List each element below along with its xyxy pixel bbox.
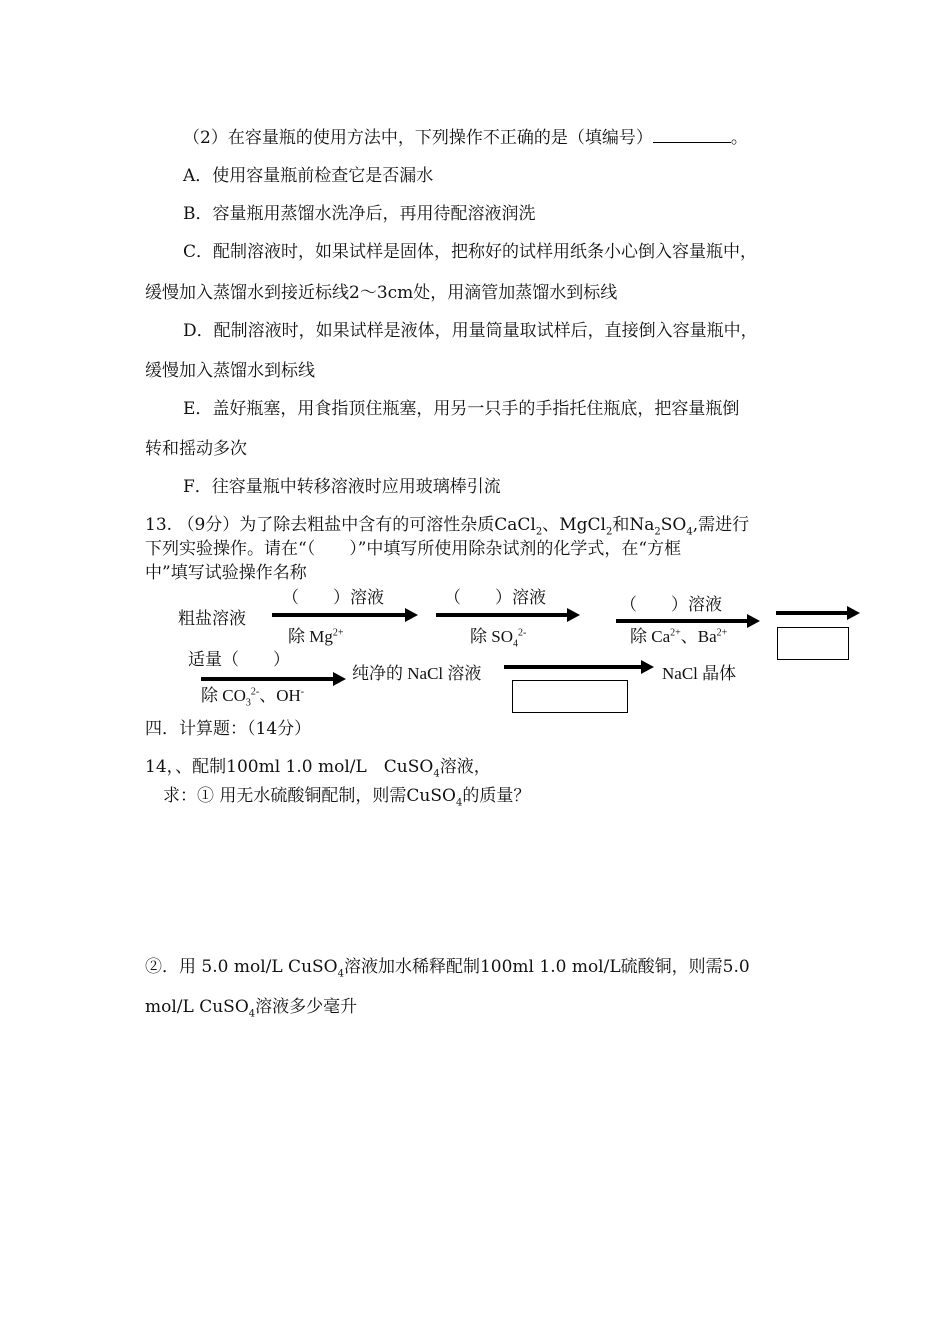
flow-start-crude-salt: 粗盐溶液 <box>178 609 246 628</box>
section-4-title: 四．计算题：（14分） <box>145 719 312 739</box>
flow-arrow-5 <box>201 677 334 681</box>
option-f: F．往容量瓶中转移溶液时应用玻璃棒引流 <box>183 477 501 497</box>
flow-step3-target: 除 $Ca^{2+}$、$Ba^{2+}$ <box>630 627 728 646</box>
flow-step4-reagent[interactable]: 适量（ ） <box>188 650 290 669</box>
q12-part2-prompt: （2）在容量瓶的使用方法中，下列操作不正确的是（填编号） 。 <box>183 128 748 148</box>
flow-nacl-crystal: NaCl 晶体 <box>662 664 737 683</box>
option-d-line1: D．配制溶液时，如果试样是液体，用量筒量取试样后，直接倒入容量瓶中， <box>183 321 758 341</box>
q13-line2: 下列实验操作。请在“（ ）”中填写所使用除杂试剂的化学式，在“方框 <box>145 539 682 559</box>
option-e-line2: 转和摇动多次 <box>145 439 247 459</box>
option-c-line1: C．配制溶液时，如果试样是固体，把称好的试样用纸条小心倒入容量瓶中， <box>183 242 758 262</box>
flow-step3-reagent[interactable]: （ ）溶液 <box>620 595 722 614</box>
flow-step2-target: 除 $SO_4^{2-}$ <box>470 627 527 650</box>
option-b: B．容量瓶用蒸馏水洗净后，再用待配溶液润洗 <box>183 204 536 224</box>
flow-step2-reagent[interactable]: （ ）溶液 <box>444 588 546 607</box>
option-e-line1: E．盖好瓶塞，用食指顶住瓶塞，用另一只手的手指托住瓶底，把容量瓶倒 <box>183 399 740 419</box>
flow-arrow-1 <box>272 613 406 617</box>
option-d-line2: 缓慢加入蒸馏水到标线 <box>145 361 315 381</box>
operation-box-1[interactable] <box>777 627 849 660</box>
option-a: A．使用容量瓶前检查它是否漏水 <box>183 166 434 186</box>
operation-box-2[interactable] <box>512 680 628 713</box>
flow-step4-target: 除 $CO_3^{2-}$、OH- <box>201 686 305 709</box>
flow-step1-target: 除 $Mg^{2+}$ <box>288 627 344 646</box>
q13-line3: 中”填写试验操作名称 <box>145 563 307 583</box>
q14-part2-line1: ②．用 5.0 mol/L CuSO$_4$溶液加水稀释配制100ml 1.0 mol/L硫酸铜，则需5.0 <box>145 957 750 980</box>
q14-line1: 14，、配制100ml 1.0 mol/L CuSO$_4$溶液， <box>145 757 491 780</box>
q13-line1: 13. （9分）为了除去粗盐中含有的可溶性杂质CaCl$_2$、MgCl$_2$和$Na_2SO_4$,需进行 <box>145 515 750 538</box>
flow-step1-reagent[interactable]: （ ）溶液 <box>282 588 384 607</box>
flow-pure-nacl-solution: 纯净的 NaCl 溶液 <box>352 664 482 683</box>
flow-arrow-3 <box>616 619 748 623</box>
option-c-line2: 缓慢加入蒸馏水到接近标线2～3cm处，用滴管加蒸馏水到标线 <box>145 283 618 303</box>
q14-part2-line2: mol/L CuSO$_4$溶液多少毫升 <box>145 997 358 1020</box>
flow-arrow-2 <box>436 613 568 617</box>
flow-arrow-6 <box>504 665 642 669</box>
answer-blank[interactable] <box>653 128 731 143</box>
q14-part1: 求：① 用无水硫酸铜配制，则需CuSO$_4$的质量？ <box>163 786 531 809</box>
flow-arrow-4 <box>776 611 848 615</box>
